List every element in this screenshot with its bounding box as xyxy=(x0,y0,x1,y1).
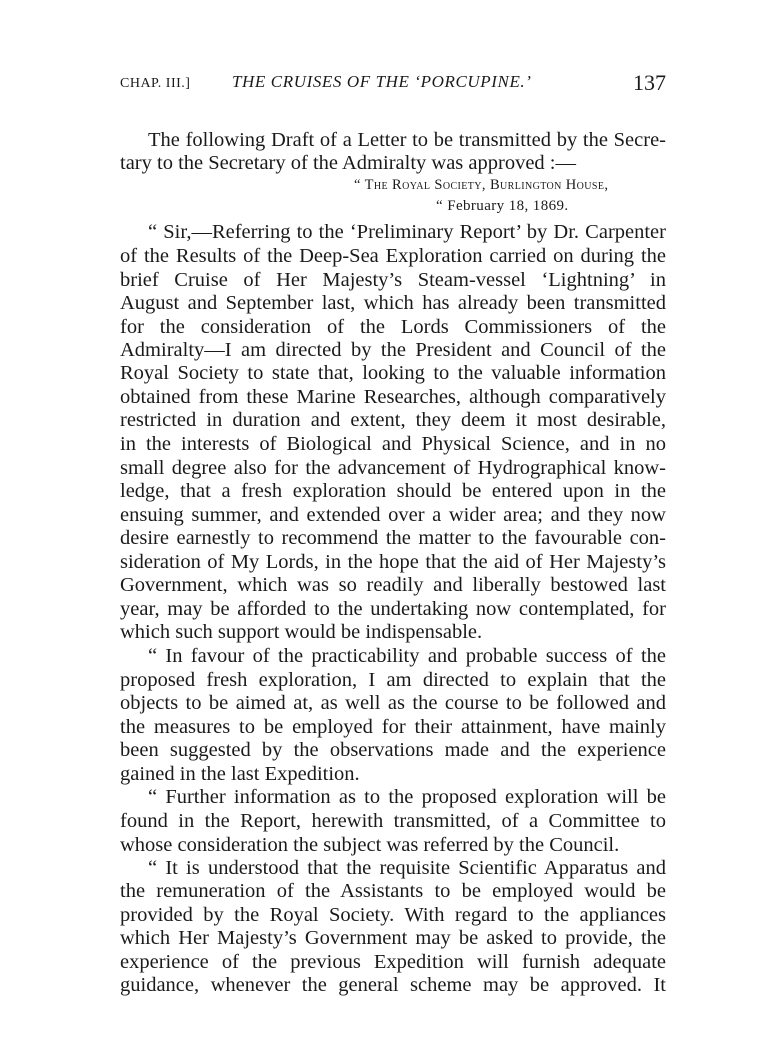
running-title: THE CRUISES OF THE ‘PORCUPINE.’ xyxy=(232,72,532,91)
text-line: found in the Report, herewith transmitted, of a Committee to xyxy=(120,810,666,832)
text-line: Government, which was so readily and liberally bestowed last xyxy=(120,574,666,596)
text-line: The following Draft of a Letter to be transmitted by the Secre- xyxy=(148,129,666,151)
text-line: ledge, that a fresh exploration should be entered upon in the xyxy=(120,480,666,502)
page-number: 137 xyxy=(633,70,666,95)
text-line: “ Further information as to the proposed exploration will be xyxy=(148,786,666,808)
running-header xyxy=(120,70,666,98)
text-line: provided by the Royal Society. With regard to the appliances xyxy=(120,904,666,926)
text-line: year, may be afforded to the undertaking now contemplated, for xyxy=(120,598,666,620)
text-line: gained in the last Expedition. xyxy=(120,763,360,785)
text-line: which Her Majesty’s Government may be asked to provide, the xyxy=(120,927,666,949)
text-line: desire earnestly to recommend the matter to the favourable con- xyxy=(120,527,666,549)
chapter-label: CHAP. III.] xyxy=(120,76,191,91)
text-line: for the consideration of the Lords Commissioners of the xyxy=(120,316,666,338)
text-line: “ Sir,—Referring to the ‘Preliminary Report’ by Dr. Carpenter xyxy=(148,221,666,243)
text-line: small degree also for the advancement of Hydrographical know- xyxy=(120,457,666,479)
text-line: tary to the Secretary of the Admiralty was approved :— xyxy=(120,152,576,174)
text-line: brief Cruise of Her Majesty’s Steam-vessel ‘Lightning’ in xyxy=(120,269,666,291)
text-line: “ In favour of the practicability and probable success of the xyxy=(148,645,666,667)
text-line: restricted in duration and extent, they deem it most desirable, xyxy=(120,409,666,431)
letter-date: “ February 18, 1869. xyxy=(436,198,569,214)
text-line: sideration of My Lords, in the hope that the aid of Her Majesty’s xyxy=(120,551,666,573)
text-line: Royal Society to state that, looking to the valuable information xyxy=(120,362,666,384)
text-line: proposed fresh exploration, I am directed to explain that the xyxy=(120,669,666,691)
text-line: which such support would be indispensable. xyxy=(120,621,483,643)
text-line: experience of the previous Expedition will furnish adequate xyxy=(120,951,666,973)
letter-address: “ The Royal Society, Burlington House, xyxy=(354,177,609,193)
text-line: in the interests of Biological and Physical Science, and in no xyxy=(120,433,666,455)
text-line: whose consideration the subject was referred by the Council. xyxy=(120,834,620,856)
text-line: ensuing summer, and extended over a wider area; and they now xyxy=(120,504,666,526)
text-line: the measures to be employed for their attainment, have mainly xyxy=(120,716,666,738)
text-line: been suggested by the observations made and the experience xyxy=(120,739,666,761)
text-line: of the Results of the Deep-Sea Exploration carried on during the xyxy=(120,245,666,267)
text-line: the remuneration of the Assistants to be employed would be xyxy=(120,880,666,902)
text-line: obtained from these Marine Researches, although comparatively xyxy=(120,386,666,408)
text-line: “ It is understood that the requisite Scientific Apparatus and xyxy=(148,857,666,879)
text-line: objects to be aimed at, as well as the course to be followed and xyxy=(120,692,666,714)
text-line: August and September last, which has already been transmitted xyxy=(120,292,666,314)
text-line: Admiralty—I am directed by the President and Council of the xyxy=(120,339,666,361)
text-line: guidance, whenever the general scheme may be approved. It xyxy=(120,974,666,996)
